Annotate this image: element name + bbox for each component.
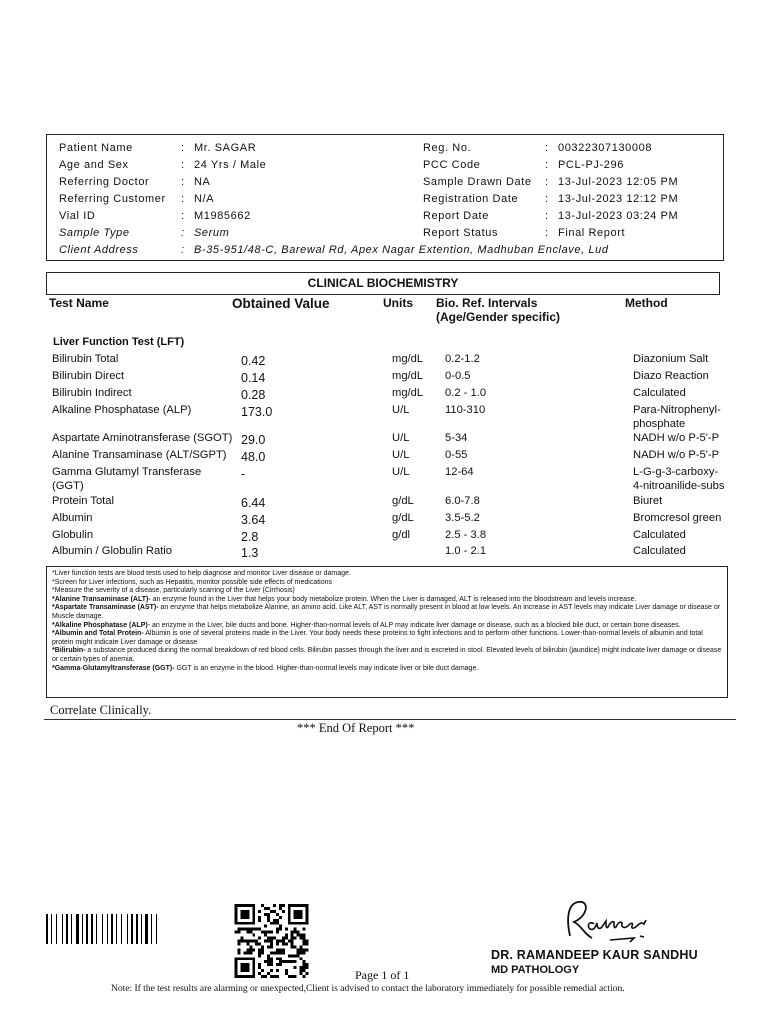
test-name: Albumin / Globulin Ratio — [52, 545, 173, 557]
col-method: Method — [625, 296, 668, 310]
group-title: Liver Function Test (LFT) — [53, 336, 185, 348]
patient-label: Patient Name — [59, 142, 133, 154]
test-method: 4-nitroanilide-subs — [633, 480, 725, 492]
test-unit: U/L — [392, 449, 410, 461]
col-units: Units — [383, 296, 413, 310]
test-method: Calculated — [633, 545, 686, 557]
signature-image — [548, 896, 668, 951]
test-ref: 12-64 — [445, 466, 474, 478]
test-method: Biuret — [633, 495, 663, 507]
test-value: 0.42 — [241, 354, 266, 368]
test-ref: 1.0 - 2.1 — [445, 545, 487, 557]
report-value: Final Report — [558, 227, 626, 239]
note-line: *Measure the severity of a disease, particularly scarring of the Liver (Cirrhosis) — [52, 587, 295, 595]
patient-value: Mr. SAGAR — [194, 142, 257, 154]
report-value: 13-Jul-2023 12:05 PM — [558, 176, 679, 188]
test-method: Diazonium Salt — [633, 353, 709, 365]
test-name: Aspartate Aminotransferase (SGOT) — [52, 432, 233, 444]
test-name-cont: (GGT) — [52, 480, 84, 492]
report-sep: : — [545, 210, 549, 222]
patient-value: NA — [194, 176, 211, 188]
test-method: Bromcresol green — [633, 512, 722, 524]
divider — [44, 719, 736, 720]
report-value: 00322307130008 — [558, 142, 653, 154]
test-name: Alkaline Phosphatase (ALP) — [52, 404, 192, 416]
test-value: 48.0 — [241, 450, 266, 464]
doctor-name: DR. RAMANDEEP KAUR SANDHU — [491, 948, 698, 962]
test-name: Protein Total — [52, 495, 114, 507]
test-value: 1.3 — [241, 546, 259, 560]
test-ref: 0-55 — [445, 449, 468, 461]
patient-sep: : — [181, 176, 185, 188]
report-value: 13-Jul-2023 03:24 PM — [558, 210, 679, 222]
report-label: Reg. No. — [423, 142, 472, 154]
test-name: Albumin — [52, 512, 93, 524]
test-unit: mg/dL — [392, 353, 424, 365]
note-line: *Alkaline Phosphatase (ALP)- an enzyme in the Liver, bile ducts and bone. Higher-than-normal levels of ALP may indicate liver damage or disease, such as a blocked bile duct, or certain bone diseases. — [52, 621, 681, 629]
report-label: Report Date — [423, 210, 489, 222]
test-value: - — [241, 467, 246, 481]
test-ref: 110-310 — [445, 404, 486, 416]
end-of-report: *** End Of Report *** — [297, 721, 415, 735]
report-label: Registration Date — [423, 193, 519, 205]
test-unit: U/L — [392, 432, 410, 444]
test-value: 29.0 — [241, 433, 266, 447]
test-method: phosphate — [633, 418, 686, 430]
note-line: *Liver function tests are blood tests used to help diagnose and monitor Liver disease or damage. — [52, 570, 351, 577]
test-name: Bilirubin Direct — [52, 370, 125, 382]
patient-value: Serum — [194, 227, 230, 239]
patient-sep: : — [181, 159, 185, 171]
report-sep: : — [545, 142, 549, 154]
test-unit: g/dl — [392, 529, 411, 541]
col-obtained-value: Obtained Value — [232, 296, 330, 311]
client-address-sep: : — [181, 244, 185, 256]
page-number: Page 1 of 1 — [355, 968, 410, 982]
test-value: 6.44 — [241, 496, 266, 510]
patient-value: 24 Yrs / Male — [194, 159, 267, 171]
section-title: CLINICAL BIOCHEMISTRY — [46, 272, 720, 295]
note-line: *Screen for Liver infections, such as Hepatitis, monitor possible side effects of medications — [52, 578, 333, 586]
test-ref: 3.5-5.2 — [445, 512, 480, 524]
report-label: PCC Code — [423, 159, 481, 171]
test-method: Calculated — [633, 387, 686, 399]
test-unit: U/L — [392, 404, 410, 416]
test-method: NADH w/o P-5'-P — [633, 449, 720, 461]
note-line: *Bilirubin- a substance produced during the normal breakdown of red blood cells. Bilirubin passes through the liver and is excreted in stool. Elevated levels of bilirubin (jaundice) might indicate liver damage or disease or certain types of anemia. — [52, 647, 722, 663]
test-name: Bilirubin Total — [52, 353, 119, 365]
report-label: Report Status — [423, 227, 499, 239]
report-value: 13-Jul-2023 12:12 PM — [558, 193, 679, 205]
qr-code-image — [233, 904, 310, 978]
test-method: Para-Nitrophenyl- — [633, 404, 721, 416]
report-label: Sample Drawn Date — [423, 176, 532, 188]
test-ref: 0.2 - 1.0 — [445, 387, 487, 399]
test-value: 2.8 — [241, 530, 259, 544]
patient-label: Sample Type — [59, 227, 130, 239]
patient-sep: : — [181, 193, 185, 205]
barcode-image — [46, 914, 174, 944]
test-method: Diazo Reaction — [633, 370, 709, 382]
report-value: PCL-PJ-296 — [558, 159, 624, 171]
col-test-name: Test Name — [49, 296, 109, 310]
test-ref: 5-34 — [445, 432, 468, 444]
patient-label: Age and Sex — [59, 159, 129, 171]
patient-label: Referring Doctor — [59, 176, 150, 188]
test-unit: mg/dL — [392, 387, 424, 399]
test-ref: 2.5 - 3.8 — [445, 529, 487, 541]
note-line: *Aspartate Transaminase (AST)- an enzyme that helps metabolize Alanine, an amino acid. Like ALT, AST is normally present in blood at low levels. An increase in AST levels may indicate Liver damage or disease or Muscle damage. — [52, 604, 721, 620]
test-ref: 6.0-7.8 — [445, 495, 480, 507]
test-method: NADH w/o P-5'-P — [633, 432, 720, 444]
test-method: L-G-g-3-carboxy- — [633, 466, 719, 478]
test-value: 173.0 — [241, 405, 273, 419]
report-sep: : — [545, 159, 549, 171]
col-ref-intervals: Bio. Ref. Intervals — [436, 296, 538, 310]
patient-info-box — [46, 134, 724, 261]
test-name: Gamma Glutamyl Transferase — [52, 466, 202, 478]
patient-value: M1985662 — [194, 210, 251, 222]
test-unit: g/dL — [392, 495, 414, 507]
patient-label: Vial ID — [59, 210, 96, 222]
test-name: Bilirubin Indirect — [52, 387, 132, 399]
patient-value: N/A — [194, 193, 215, 205]
test-unit: U/L — [392, 466, 410, 478]
test-ref: 0.2-1.2 — [445, 353, 480, 365]
test-method: Calculated — [633, 529, 686, 541]
note-line: *Alanine Transaminase (ALT)- an enzyme found in the Liver that helps your body metabolize protein. When the Liver is damaged, ALT is released into the bloodstream and levels increase. — [52, 595, 637, 603]
report-sep: : — [545, 176, 549, 188]
client-address-value: B-35-951/48-C, Barewal Rd, Apex Nagar Extention, Madhuban Enclave, Lud — [194, 244, 609, 256]
footer-note: Note: If the test results are alarming or unexpected,Client is advised to contact the laboratory immediately for possible remedial action. — [111, 984, 625, 994]
doctor-degree: MD PATHOLOGY — [491, 964, 580, 976]
report-sep: : — [545, 227, 549, 239]
test-ref: 0-0.5 — [445, 370, 471, 382]
test-unit: mg/dL — [392, 370, 424, 382]
col-ref-intervals-sub: (Age/Gender specific) — [436, 310, 561, 324]
test-value: 3.64 — [241, 513, 266, 527]
patient-sep: : — [181, 210, 185, 222]
notes-box — [46, 566, 728, 698]
correlate-text: Correlate Clinically. — [50, 703, 152, 717]
note-line: *Gamma-Glutamyltransferase (GGT)- GGT is an enzyme in the blood. Higher-than-normal levels may indicate liver or bile duct damage. — [52, 664, 479, 672]
patient-sep: : — [181, 142, 185, 154]
report-sep: : — [545, 193, 549, 205]
test-name: Globulin — [52, 529, 94, 541]
patient-sep: : — [181, 227, 185, 239]
test-name: Alanine Transaminase (ALT/SGPT) — [52, 449, 227, 461]
client-address-label: Client Address — [59, 244, 139, 256]
test-value: 0.28 — [241, 388, 266, 402]
test-value: 0.14 — [241, 371, 266, 385]
note-line: *Albumin and Total Protein- Albumin is one of several proteins made in the Liver. Your body needs these proteins to fight infections and to perform other functions. Lower-than-normal levels of albumin and total protein might indicate Liver damage or disease — [52, 630, 703, 646]
patient-label: Referring Customer — [59, 193, 166, 205]
test-unit: g/dL — [392, 512, 414, 524]
